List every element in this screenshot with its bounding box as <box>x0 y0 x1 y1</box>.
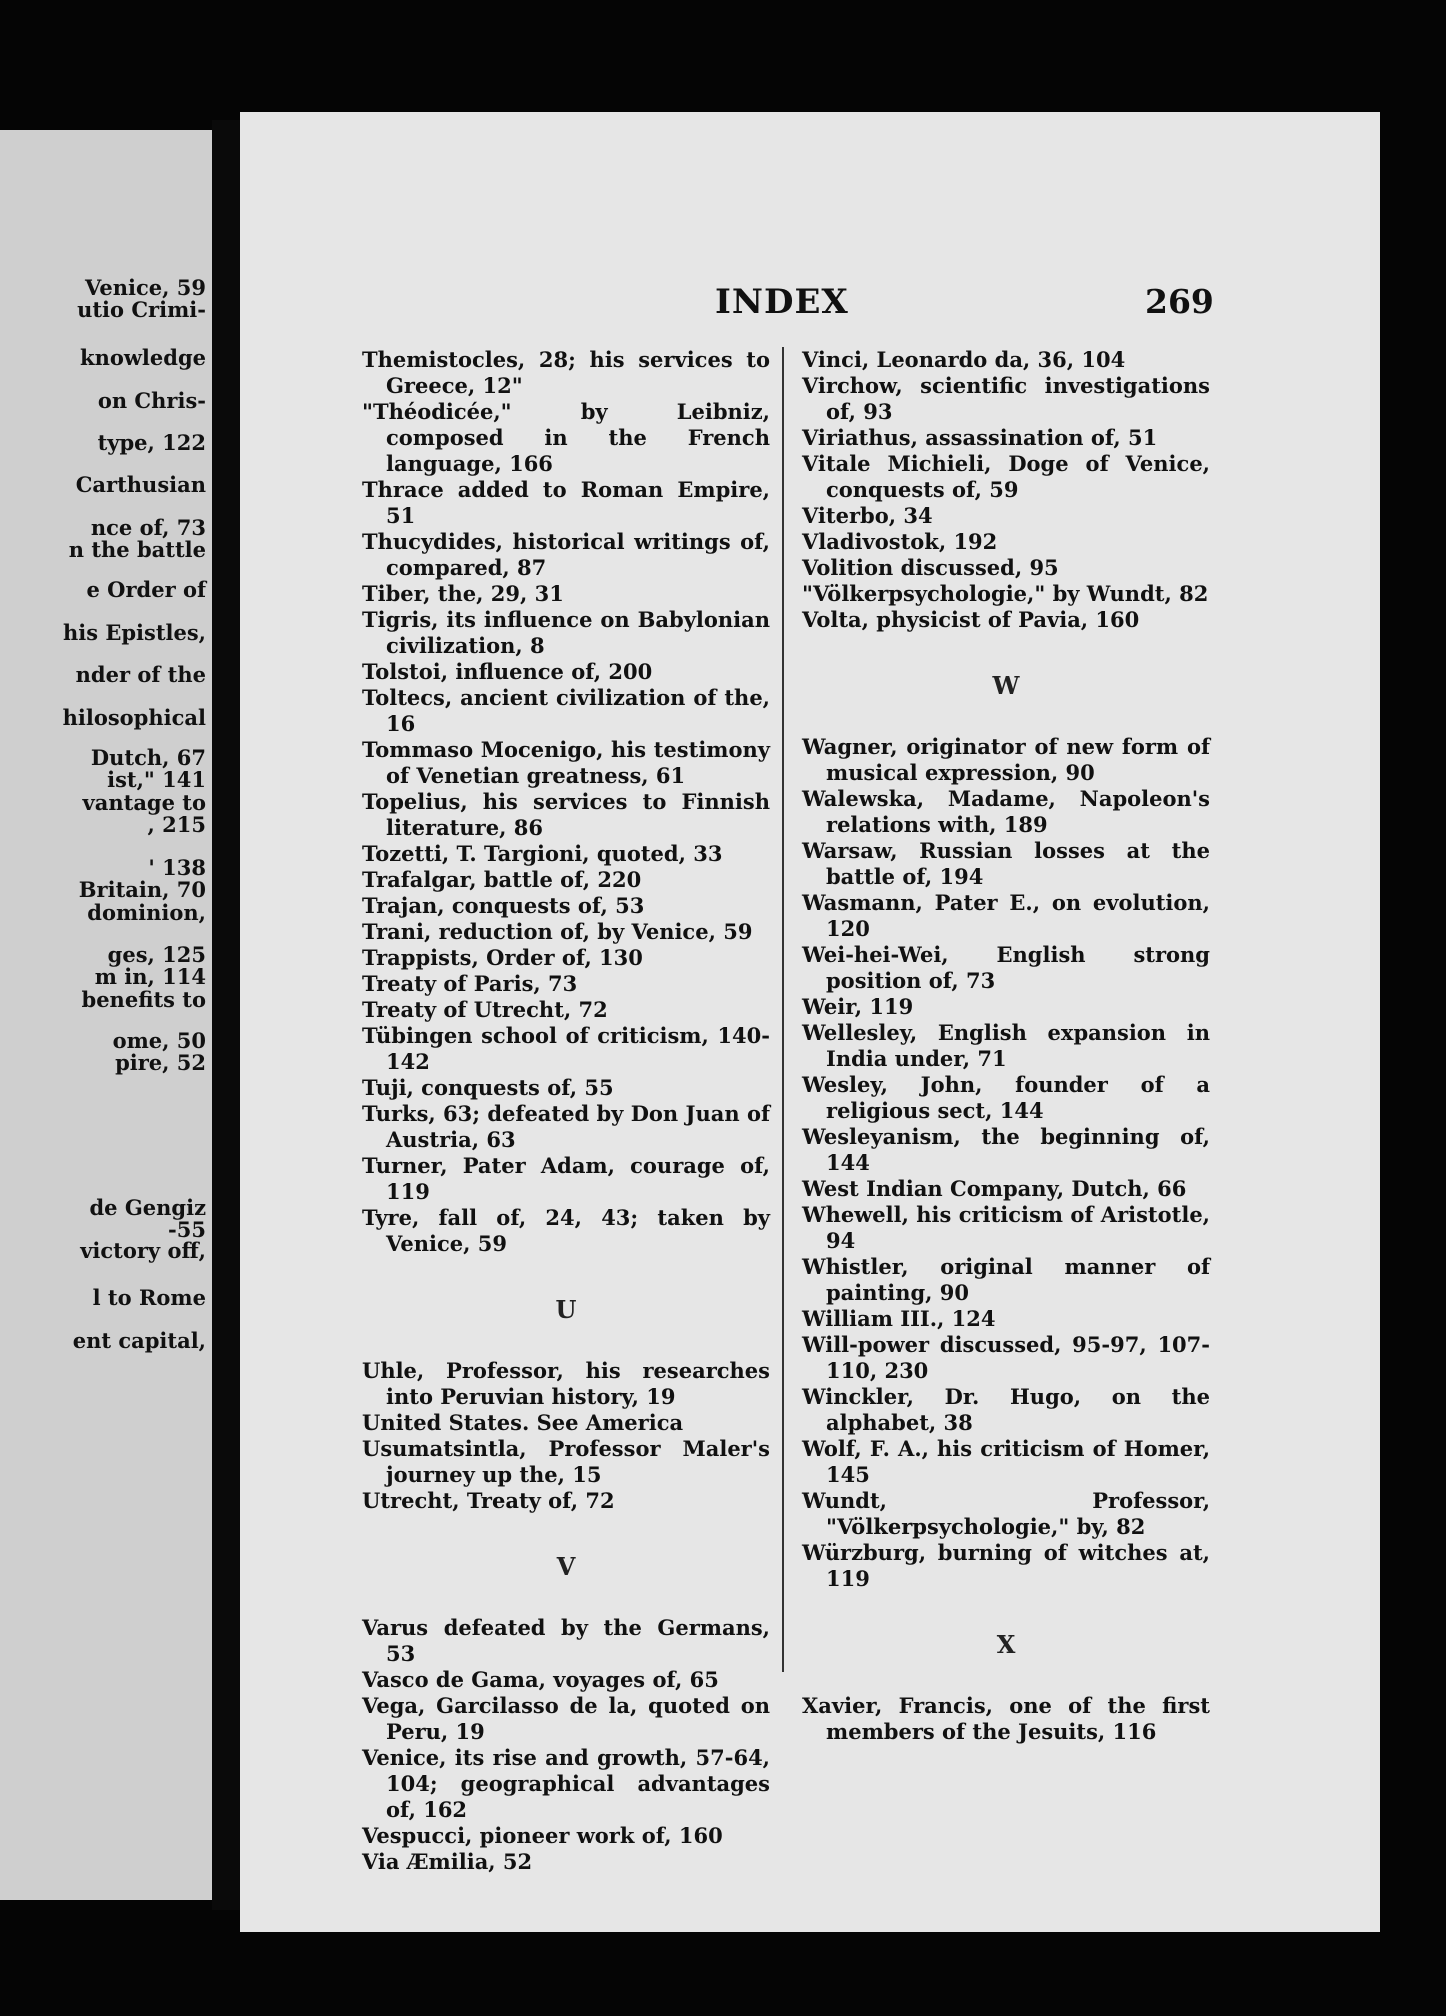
index-entry: Würzburg, burning of witches at, 119 <box>802 1540 1210 1591</box>
index-entry: Thucydides, historical writings of, compared, 87 <box>362 529 770 580</box>
index-entry: Vega, Garcilasso de la, quoted on Peru, 19 <box>362 1693 770 1744</box>
index-entry: Turner, Pater Adam, courage of, 119 <box>362 1153 770 1204</box>
index-entry: Tigris, its influence on Babylonian civilization, 8 <box>362 607 770 658</box>
index-entry: Wundt, Professor, "Völkerpsychologie," by, 82 <box>802 1488 1210 1539</box>
previous-page-text: m in, 114 <box>94 964 206 989</box>
previous-page-text: dominion, <box>87 900 206 925</box>
previous-page-text: his Epistles, <box>62 620 206 645</box>
previous-page-text: vantage to <box>82 790 206 815</box>
index-entry: Vladivostok, 192 <box>802 529 998 554</box>
index-entry: Tyre, fall of, 24, 43; taken by Venice, 59 <box>362 1205 770 1256</box>
previous-page-text: n the battle <box>68 537 206 562</box>
previous-page-text: e Order of <box>86 577 206 602</box>
index-entry: Treaty of Paris, 73 <box>362 971 578 996</box>
index-entry: Tolstoi, influence of, 200 <box>362 659 653 684</box>
index-page <box>240 112 1380 1932</box>
index-entry: Vespucci, pioneer work of, 160 <box>362 1823 723 1848</box>
section-letter: U <box>555 1295 577 1324</box>
section-letter: V <box>556 1552 576 1581</box>
index-entry: Usumatsintla, Professor Maler's journey up the, 15 <box>362 1436 770 1487</box>
index-entry: Trajan, conquests of, 53 <box>362 893 645 918</box>
index-entry: Tiber, the, 29, 31 <box>362 581 564 606</box>
index-entry: Themistocles, 28; his services to Greece, 12" <box>362 347 770 398</box>
index-entry: Wagner, originator of new form of musical expression, 90 <box>802 734 1210 785</box>
index-entry: Thrace added to Roman Empire, 51 <box>362 477 770 528</box>
section-letter: W <box>992 671 1020 700</box>
book-spine <box>212 120 240 1910</box>
previous-page-text: utio Crimi- <box>77 297 206 322</box>
index-entry: Tommaso Mocenigo, his testimony of Venetian greatness, 61 <box>362 737 770 788</box>
index-entry: Tübingen school of criticism, 140-142 <box>362 1023 770 1074</box>
index-entry: Via Æmilia, 52 <box>362 1849 533 1874</box>
index-entry: United States. See America <box>362 1410 684 1435</box>
index-entry: Tuji, conquests of, 55 <box>362 1075 614 1100</box>
index-entry: Volta, physicist of Pavia, 160 <box>802 607 1140 632</box>
index-entry: Turks, 63; defeated by Don Juan of Austria, 63 <box>362 1101 770 1152</box>
index-entry: Weir, 119 <box>802 994 914 1019</box>
previous-page-text: ist," 141 <box>107 767 206 792</box>
index-entry: Will-power discussed, 95-97, 107-110, 230 <box>802 1332 1210 1383</box>
page-header <box>240 282 1380 342</box>
index-entry: Wesley, John, founder of a religious sect, 144 <box>802 1072 1210 1123</box>
index-entry: Uhle, Professor, his researches into Peruvian history, 19 <box>362 1358 770 1409</box>
previous-page-text: nce of, 73 <box>90 515 206 540</box>
index-entry: Virchow, scientific investigations of, 93 <box>802 373 1210 424</box>
index-entry: "Théodicée," by Leibniz, composed in the French language, 166 <box>362 399 770 476</box>
previous-page-text: knowledge <box>80 345 206 370</box>
index-entry: Utrecht, Treaty of, 72 <box>362 1488 615 1513</box>
index-entry: "Völkerpsychologie," by Wundt, 82 <box>802 581 1209 606</box>
index-entry: Viriathus, assassination of, 51 <box>802 425 1158 450</box>
previous-page-text: type, 122 <box>97 430 206 455</box>
page-number: 269 <box>1145 282 1214 321</box>
index-entry: Wasmann, Pater E., on evolution, 120 <box>802 890 1210 941</box>
index-entry: Trani, reduction of, by Venice, 59 <box>362 919 753 944</box>
index-entry: Treaty of Utrecht, 72 <box>362 997 608 1022</box>
index-entry: Winckler, Dr. Hugo, on the alphabet, 38 <box>802 1384 1210 1435</box>
index-column-left <box>362 347 770 1875</box>
column-divider <box>782 347 784 1672</box>
index-entry: Vasco de Gama, voyages of, 65 <box>362 1667 719 1692</box>
index-entry: Venice, its rise and growth, 57-64, 104; geographical advantages of, 162 <box>362 1745 770 1822</box>
section-letter: X <box>996 1630 1016 1659</box>
index-entry: Vitale Michieli, Doge of Venice, conquests of, 59 <box>802 451 1210 502</box>
previous-page-text: nder of the <box>75 662 206 687</box>
index-entry: Wellesley, English expansion in India under, 71 <box>802 1020 1210 1071</box>
index-entry: Varus defeated by the Germans, 53 <box>362 1615 770 1666</box>
index-column-right <box>802 347 1210 1745</box>
previous-page-text: ent capital, <box>72 1328 206 1353</box>
previous-page-text: benefits to <box>81 987 206 1012</box>
page-title: INDEX <box>715 282 849 322</box>
previous-page-text: Venice, 59 <box>85 275 206 300</box>
index-entry: West Indian Company, Dutch, 66 <box>802 1176 1187 1201</box>
index-entry: Whistler, original manner of painting, 90 <box>802 1254 1210 1305</box>
index-entry: Trappists, Order of, 130 <box>362 945 643 970</box>
index-entry: Viterbo, 34 <box>802 503 933 528</box>
previous-page-text: de Gengiz <box>89 1195 206 1220</box>
previous-page-text: Britain, 70 <box>78 877 206 902</box>
previous-page-text: hilosophical <box>62 705 206 730</box>
index-entry: Volition discussed, 95 <box>802 555 1059 580</box>
index-entry: Tozetti, T. Targioni, quoted, 33 <box>362 841 723 866</box>
index-entry: Trafalgar, battle of, 220 <box>362 867 642 892</box>
index-entry: Toltecs, ancient civilization of the, 16 <box>362 685 770 736</box>
previous-page-text: Dutch, 67 <box>90 745 206 770</box>
index-entry: Wei-hei-Wei, English strong position of, 73 <box>802 942 1210 993</box>
index-entry: Warsaw, Russian losses at the battle of, 194 <box>802 838 1210 889</box>
previous-page-text: pire, 52 <box>115 1050 206 1075</box>
previous-page-fragment <box>0 130 212 1900</box>
previous-page-text: -55 <box>168 1217 206 1242</box>
previous-page-text: ome, 50 <box>112 1028 206 1053</box>
index-entry: Whewell, his criticism of Aristotle, 94 <box>802 1202 1210 1253</box>
index-entry: William III., 124 <box>802 1306 996 1331</box>
previous-page-text: victory off, <box>80 1238 206 1263</box>
previous-page-text: on Chris- <box>97 388 206 413</box>
index-entry: Walewska, Madame, Napoleon's relations with, 189 <box>802 786 1210 837</box>
previous-page-text: ges, 125 <box>107 942 206 967</box>
previous-page-text: l to Rome <box>92 1285 206 1310</box>
index-entry: Wolf, F. A., his criticism of Homer, 145 <box>802 1436 1210 1487</box>
previous-page-text: , 215 <box>147 812 206 837</box>
index-entry: Topelius, his services to Finnish literature, 86 <box>362 789 770 840</box>
index-entry: Vinci, Leonardo da, 36, 104 <box>802 347 1126 372</box>
index-entry: Wesleyanism, the beginning of, 144 <box>802 1124 1210 1175</box>
previous-page-text: ' 138 <box>148 855 206 880</box>
index-entry: Xavier, Francis, one of the first members of the Jesuits, 116 <box>802 1693 1210 1744</box>
previous-page-text: Carthusian <box>75 472 206 497</box>
